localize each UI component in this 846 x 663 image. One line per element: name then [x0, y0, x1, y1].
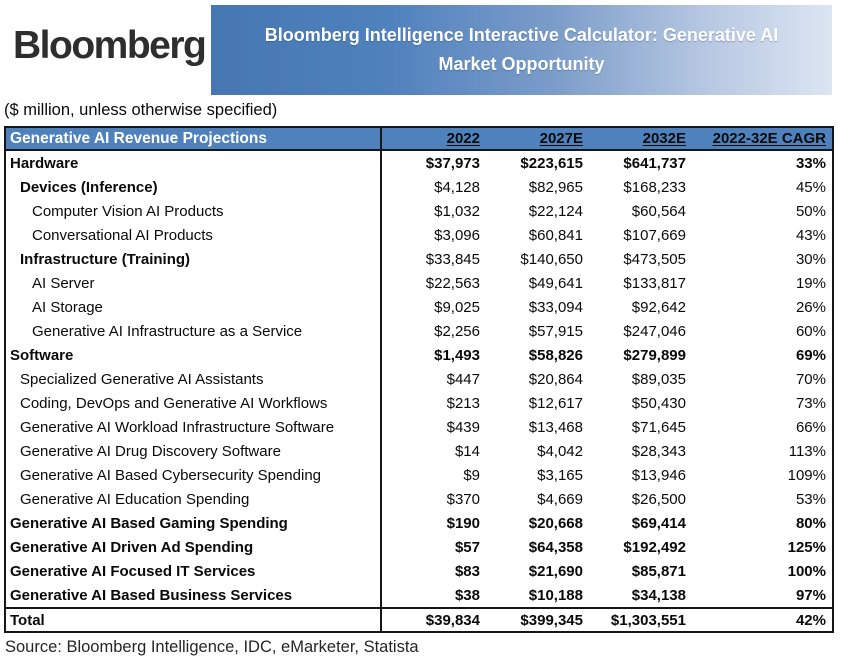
cell-2022: $22,563 — [425, 274, 480, 292]
table-row — [6, 439, 832, 463]
table-row — [6, 199, 832, 223]
table-row — [6, 583, 832, 607]
cell-cagr: 100% — [787, 562, 826, 580]
cell-2022: $3,096 — [434, 226, 480, 244]
cell-2027e: $20,864 — [528, 370, 583, 388]
cell-2027e: $4,042 — [537, 442, 583, 460]
cell-2022: $213 — [446, 394, 480, 412]
table-row — [6, 559, 832, 583]
cell-2032e: $71,645 — [631, 418, 686, 436]
cell-2027e: $82,965 — [528, 178, 583, 196]
row-label: Devices (Inference) — [20, 178, 158, 196]
cell-cagr: 66% — [795, 418, 826, 436]
row-label: Generative AI Workload Infrastructure Software — [20, 418, 335, 436]
title-banner — [211, 5, 832, 95]
cell-2027e: $4,669 — [537, 490, 583, 508]
cell-2022: $1,032 — [434, 202, 480, 220]
row-label: Generative AI Based Gaming Spending — [10, 514, 288, 532]
row-label: Generative AI Education Spending — [20, 490, 250, 508]
row-label: Coding, DevOps and Generative AI Workflows — [20, 394, 328, 412]
cell-2027e: $57,915 — [528, 322, 583, 340]
table-row — [6, 607, 832, 631]
table-row — [6, 535, 832, 559]
table-row — [6, 463, 832, 487]
source-attribution: Source: Bloomberg Intelligence, IDC, eMarketer, Statista — [5, 638, 419, 656]
cell-2027e: $3,165 — [537, 466, 583, 484]
cell-cagr: 33% — [795, 154, 826, 172]
cell-2022: $190 — [446, 514, 480, 532]
row-label: Generative AI Infrastructure as a Service — [32, 322, 303, 340]
cell-cagr: 45% — [795, 178, 826, 196]
column-header-2027e[interactable]: 2027E — [539, 130, 583, 147]
table-header-row — [6, 128, 832, 151]
row-label: Generative AI Drug Discovery Software — [20, 442, 281, 460]
cell-2032e: $50,430 — [631, 394, 686, 412]
cell-cagr: 60% — [795, 322, 826, 340]
cell-cagr: 43% — [795, 226, 826, 244]
cell-cagr: 109% — [787, 466, 826, 484]
row-label: Generative AI Driven Ad Spending — [10, 538, 254, 556]
table-row — [6, 415, 832, 439]
bloomberg-logo: Bloomberg — [13, 24, 206, 67]
banner-title-line1: Bloomberg Intelligence Interactive Calculator: Generative AI — [264, 25, 779, 45]
cell-2022: $39,834 — [425, 611, 480, 629]
column-header-2022[interactable]: 2022 — [446, 130, 480, 147]
table-row — [6, 175, 832, 199]
cell-cagr: 53% — [795, 490, 826, 508]
cell-2032e: $473,505 — [623, 250, 686, 268]
row-label: Total — [10, 611, 45, 629]
cell-cagr: 80% — [795, 514, 826, 532]
revenue-projections-table — [4, 126, 834, 633]
cell-cagr: 19% — [795, 274, 826, 292]
cell-2027e: $13,468 — [528, 418, 583, 436]
cell-2032e: $247,046 — [623, 322, 686, 340]
row-label: Infrastructure (Training) — [20, 250, 191, 268]
cell-cagr: 30% — [795, 250, 826, 268]
cell-2027e: $21,690 — [528, 562, 583, 580]
cell-2022: $38 — [454, 586, 480, 604]
cell-2022: $4,128 — [434, 178, 480, 196]
cell-2027e: $58,826 — [528, 346, 583, 364]
cell-cagr: 42% — [795, 611, 826, 629]
cell-2032e: $279,899 — [623, 346, 686, 364]
row-label: Generative AI Focused IT Services — [10, 562, 256, 580]
cell-2027e: $20,668 — [528, 514, 583, 532]
table-row — [6, 511, 832, 535]
units-note: ($ million, unless otherwise specified) — [4, 101, 278, 119]
row-label: Generative AI Based Business Services — [10, 586, 293, 604]
cell-2022: $14 — [454, 442, 480, 460]
table-body — [6, 151, 832, 631]
column-header-2032e[interactable]: 2032E — [642, 130, 686, 147]
cell-2032e: $92,642 — [631, 298, 686, 316]
cell-2032e: $133,817 — [623, 274, 686, 292]
cell-2027e: $22,124 — [528, 202, 583, 220]
row-label: Specialized Generative AI Assistants — [20, 370, 264, 388]
cell-2022: $83 — [454, 562, 480, 580]
cell-2022: $9 — [463, 466, 480, 484]
cell-2027e: $49,641 — [528, 274, 583, 292]
row-label: AI Server — [32, 274, 95, 292]
cell-2032e: $34,138 — [631, 586, 686, 604]
cell-cagr: 70% — [795, 370, 826, 388]
table-row — [6, 367, 832, 391]
cell-2022: $1,493 — [434, 346, 480, 364]
cell-2032e: $85,871 — [631, 562, 686, 580]
cell-2027e: $223,615 — [520, 154, 583, 172]
cell-2032e: $60,564 — [631, 202, 686, 220]
row-label: Computer Vision AI Products — [32, 202, 224, 220]
cell-cagr: 125% — [787, 538, 826, 556]
cell-2032e: $192,492 — [623, 538, 686, 556]
cell-2027e: $10,188 — [528, 586, 583, 604]
table-row — [6, 391, 832, 415]
row-label: AI Storage — [32, 298, 103, 316]
cell-2032e: $641,737 — [623, 154, 686, 172]
cell-2027e: $33,094 — [528, 298, 583, 316]
cell-2027e: $64,358 — [528, 538, 583, 556]
cell-2032e: $13,946 — [631, 466, 686, 484]
cell-2022: $2,256 — [434, 322, 480, 340]
cell-2027e: $399,345 — [520, 611, 583, 629]
table-row — [6, 295, 832, 319]
cell-2032e: $168,233 — [623, 178, 686, 196]
table-title-cell: Generative AI Revenue Projections — [10, 129, 267, 147]
table-row — [6, 247, 832, 271]
table-row — [6, 223, 832, 247]
table-row — [6, 319, 832, 343]
column-header-cagr[interactable]: 2022-32E CAGR — [712, 130, 826, 147]
table-row — [6, 487, 832, 511]
cell-2032e: $89,035 — [631, 370, 686, 388]
row-label: Generative AI Based Cybersecurity Spending — [20, 466, 322, 484]
row-label: Hardware — [10, 154, 79, 172]
cell-2022: $370 — [446, 490, 480, 508]
cell-cagr: 50% — [795, 202, 826, 220]
cell-2032e: $1,303,551 — [610, 611, 686, 629]
cell-2022: $9,025 — [434, 298, 480, 316]
row-label: Conversational AI Products — [32, 226, 213, 244]
cell-2022: $37,973 — [425, 154, 480, 172]
cell-2022: $439 — [446, 418, 480, 436]
cell-cagr: 73% — [795, 394, 826, 412]
cell-2022: $447 — [446, 370, 480, 388]
cell-2032e: $69,414 — [631, 514, 686, 532]
column-divider — [380, 128, 382, 631]
cell-2027e: $60,841 — [528, 226, 583, 244]
cell-2032e: $28,343 — [631, 442, 686, 460]
cell-2027e: $140,650 — [520, 250, 583, 268]
cell-cagr: 97% — [795, 586, 826, 604]
banner-title-line2: Market Opportunity — [438, 54, 605, 74]
cell-cagr: 69% — [795, 346, 826, 364]
cell-2022: $57 — [454, 538, 480, 556]
table-row — [6, 151, 832, 175]
cell-2032e: $107,669 — [623, 226, 686, 244]
cell-2032e: $26,500 — [631, 490, 686, 508]
table-row — [6, 343, 832, 367]
table-row — [6, 271, 832, 295]
row-label: Software — [10, 346, 74, 364]
cell-cagr: 26% — [795, 298, 826, 316]
cell-2022: $33,845 — [425, 250, 480, 268]
cell-2027e: $12,617 — [528, 394, 583, 412]
cell-cagr: 113% — [788, 442, 826, 460]
